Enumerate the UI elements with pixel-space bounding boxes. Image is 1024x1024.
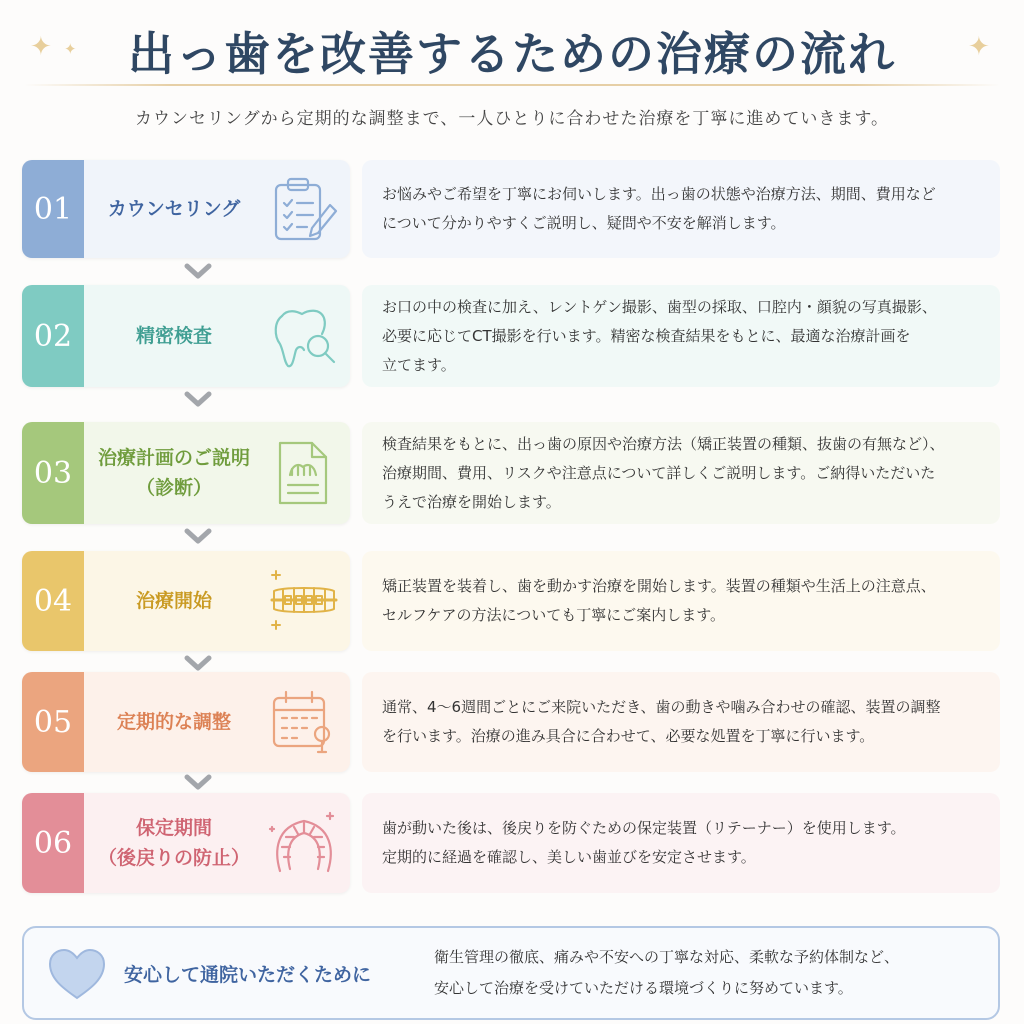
reassurance-line: 安心して治療を受けていただける環境づくりに努めています。 [434,979,853,997]
description-line: 矯正装置を装着し、歯を動かす治療を開始します。装置の種類や生活上の注意点、 [382,577,936,595]
reassurance-title: 安心して通院いただくために [124,963,372,986]
reassurance-text [434,928,984,1018]
description-line: 定期的に経過を確認し、美しい歯並びを安定させます。 [382,848,756,866]
step-header [22,793,350,893]
description-line: お悩みやご希望を丁寧にお伺いします。出っ歯の状態や治療方法、期間、費用など [382,185,936,203]
chevron-down-icon [184,774,212,790]
step-number: 06 [22,793,84,893]
step-description [362,285,1000,387]
chevron-down-icon [184,391,212,407]
clipboard-checklist-icon [268,173,340,245]
step-regular-adjustment [22,672,1000,772]
step-title-line: 治療開始 [135,590,212,612]
step-title [84,422,264,524]
description-line: 立てます。 [382,355,456,374]
page-title: 出っ歯を改善するための治療の流れ [128,27,896,81]
sparkle-icon: ✦ [968,32,990,62]
step-header [22,422,350,524]
step-counseling [22,160,1000,258]
step-number: 03 [22,422,84,524]
title-divider [24,84,1000,86]
braces-icon [268,565,340,637]
description-line: 通常、4〜6週間ごとにご来院いただき、歯の動きや噛み合わせの確認、装置の調整 [382,698,941,716]
chevron-down-icon [184,655,212,671]
step-description [362,793,1000,893]
step-description [362,551,1000,651]
page-subtitle: カウンセリングから定期的な調整まで、一人ひとりに合わせた治療を丁寧に進めていきます。 [135,109,889,129]
tooth-magnifier-icon [268,300,340,372]
reassurance-line: 衛生管理の徹底、痛みや不安への丁寧な対応、柔軟な予約体制など、 [434,948,900,966]
step-header [22,672,350,772]
heart-icon [46,946,108,1002]
step-description [362,672,1000,772]
step-title-line: （後戻りの防止） [97,847,250,869]
step-title [84,672,264,772]
step-title-line: 定期的な調整 [116,711,231,733]
chevron-down-icon [184,263,212,279]
description-line: を行います。治療の進み具合に合わせて、必要な処置を丁寧に行います。 [382,727,875,745]
step-title-line: 精密検査 [135,325,212,347]
step-treatment-plan [22,422,1000,524]
chevron-down-icon [184,528,212,544]
step-title [84,551,264,651]
step-title [84,160,264,258]
description-line: 歯が動いた後は、後戻りを防ぐための保定装置（リテーナー）を使用します。 [382,819,906,837]
description-line: 検査結果をもとに、出っ歯の原因や治療方法（矯正装置の種類、抜歯の有無など）、 [382,434,945,453]
step-title-line: 保定期間 [135,817,212,839]
step-number: 04 [22,551,84,651]
step-number: 01 [22,160,84,258]
step-header [22,551,350,651]
step-header [22,160,350,258]
sparkle-icon: ✦ [64,40,77,58]
description-line: 必要に応じてCT撮影を行います。精密な検査結果をもとに、最適な治療計画を [382,326,911,345]
step-description [362,422,1000,524]
step-header [22,285,350,387]
step-number: 05 [22,672,84,772]
description-line: 治療期間、費用、リスクや注意点について詳しくご説明します。ご納得いただいた [382,463,936,482]
description-line: について分かりやすくご説明し、疑問や不安を解消します。 [382,214,786,232]
step-title-line: （診断） [135,477,212,499]
step-title [84,793,264,893]
retainer-icon [268,807,340,879]
step-retention [22,793,1000,893]
step-title-line: カウンセリング [107,198,241,220]
reassurance-panel [22,926,1000,1020]
document-icon [268,437,340,509]
sparkle-icon: ✦ [30,32,52,62]
step-title [84,285,264,387]
description-line: うえで治療を開始します。 [382,492,561,511]
step-number: 02 [22,285,84,387]
calendar-icon [268,686,340,758]
step-examination [22,285,1000,387]
step-treatment-start [22,551,1000,651]
description-line: お口の中の検査に加え、レントゲン撮影、歯型の採取、口腔内・顔貌の写真撮影、 [382,297,937,316]
step-description [362,160,1000,258]
description-line: セルフケアの方法についても丁寧にご案内します。 [382,606,726,624]
step-title-line: 治療計画のご説明 [97,447,250,469]
